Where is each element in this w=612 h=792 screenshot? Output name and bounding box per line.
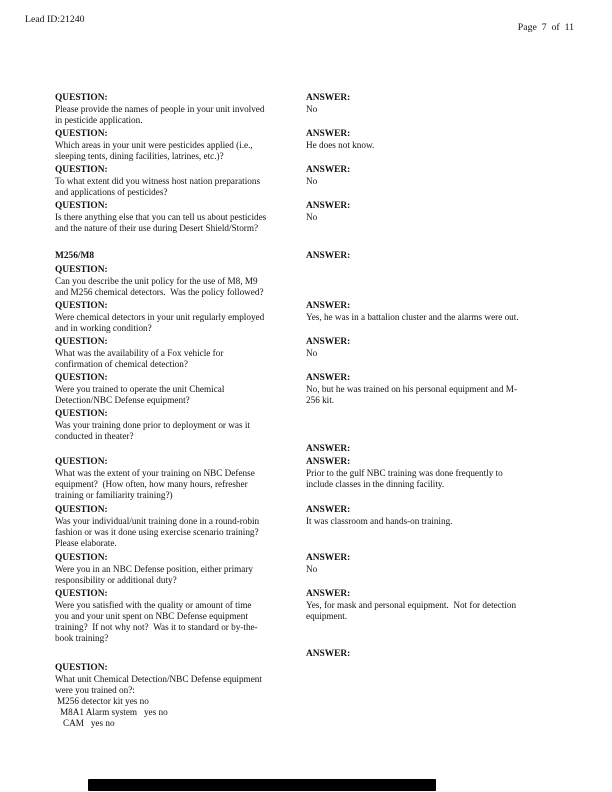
question-block xyxy=(55,589,305,644)
answer-text-line: equipment. xyxy=(306,611,348,621)
question-text-line: in pesticide application. xyxy=(55,115,143,125)
question-text-line: Was your training done prior to deployment or was it xyxy=(55,420,250,430)
answer-block xyxy=(306,93,598,115)
question-text-line: Please provide the names of people in your unit involved xyxy=(55,104,265,114)
question-text-line: Were you trained to operate the unit Chemical xyxy=(55,384,225,394)
answer-label: ANSWER: xyxy=(306,373,351,383)
answer-text-line: Prior to the gulf NBC training was done frequently to xyxy=(306,468,503,478)
lead-id: Lead ID:21240 xyxy=(25,14,85,25)
question-block xyxy=(55,301,305,334)
answer-text-line: It was classroom and hands-on training. xyxy=(306,516,453,526)
question-block xyxy=(55,553,305,586)
answer-label: ANSWER: xyxy=(306,589,351,599)
question-text-line: training? If not why not? Was it to standard or by-the- xyxy=(55,622,258,632)
answer-block xyxy=(306,201,598,223)
question-text-line: Detection/NBC Defense equipment? xyxy=(55,395,190,405)
question-text-line: What unit Chemical Detection/NBC Defense equipment xyxy=(55,674,262,684)
answer-block xyxy=(306,373,598,406)
question-text-line: Is there anything else that you can tell us about pesticides xyxy=(55,212,267,222)
question-checklist-line: M8A1 Alarm system yes no xyxy=(60,707,168,717)
question-label: QUESTION: xyxy=(55,457,108,467)
answer-block xyxy=(306,457,598,490)
answer-text-line: No xyxy=(306,176,318,186)
answer-label: ANSWER: xyxy=(306,165,351,175)
answer-label: ANSWER: xyxy=(306,444,351,454)
question-text-line: Were you in an NBC Defense position, either primary xyxy=(55,564,254,574)
question-block xyxy=(55,129,305,162)
question-label: QUESTION: xyxy=(55,553,108,563)
answer-label: ANSWER: xyxy=(306,301,351,311)
question-text-line: conducted in theater? xyxy=(55,431,134,441)
question-label: QUESTION: xyxy=(55,337,108,347)
answer-text-line: No xyxy=(306,104,318,114)
question-checklist-line: M256 detector kit yes no xyxy=(57,696,149,706)
answer-text-line: No xyxy=(306,212,318,222)
question-text-line: What was the availability of a Fox vehicle for xyxy=(55,348,224,358)
answer-label: ANSWER: xyxy=(306,649,351,659)
question-text-line: fashion or was it done using exercise scenario training? xyxy=(55,527,259,537)
question-block xyxy=(55,663,305,729)
question-label: QUESTION: xyxy=(55,265,108,275)
answer-label: ANSWER: xyxy=(306,201,351,211)
answer-block xyxy=(306,301,598,323)
question-text-line: Which areas in your unit were pesticides applied (i.e., xyxy=(55,140,253,150)
question-text-line: Were chemical detectors in your unit regularly employed xyxy=(55,312,265,322)
question-block xyxy=(55,337,305,370)
question-text-line: were you trained on?: xyxy=(55,685,135,695)
answer-block xyxy=(306,505,598,527)
question-text-line: book training? xyxy=(55,633,109,643)
question-text-line: What was the extent of your training on NBC Defense xyxy=(55,468,255,478)
question-text-line: Were you satisfied with the quality or amount of time xyxy=(55,600,252,610)
question-text-line: you and your unit spent on NBC Defense equipment xyxy=(55,611,248,621)
question-text-line: To what extent did you witness host nation preparations xyxy=(55,176,261,186)
page-number: Page 7 of 11 xyxy=(517,22,574,33)
question-block xyxy=(55,201,305,234)
question-block xyxy=(55,265,305,298)
question-block xyxy=(55,93,305,126)
question-block xyxy=(55,457,305,501)
question-checklist-line: CAM yes no xyxy=(63,718,115,728)
question-text-line: Was your individual/unit training done in a round-robin xyxy=(55,516,260,526)
question-label: QUESTION: xyxy=(55,409,108,419)
answer-block xyxy=(306,444,598,455)
answer-text-line: Yes, he was in a battalion cluster and the alarms were out. xyxy=(306,312,519,322)
question-label: QUESTION: xyxy=(55,505,108,515)
question-block xyxy=(55,409,305,442)
answer-block xyxy=(306,553,598,575)
question-text-line: training or familiarity training?) xyxy=(55,490,173,500)
question-label: QUESTION: xyxy=(55,165,108,175)
question-label: QUESTION: xyxy=(55,129,108,139)
question-text-line: and in working condition? xyxy=(55,323,152,333)
question-text-line: confirmation of chemical detection? xyxy=(55,359,188,369)
section-header: M256/M8 xyxy=(55,251,95,261)
question-block xyxy=(55,373,305,406)
answer-text-line: No xyxy=(306,348,318,358)
redaction-bar xyxy=(88,779,436,791)
answer-text-line: 256 kit. xyxy=(306,395,335,405)
answer-text-line: Yes, for mask and personal equipment. Not for detection xyxy=(306,600,517,610)
question-text-line: Please elaborate. xyxy=(55,538,117,548)
question-label: QUESTION: xyxy=(55,373,108,383)
question-label: QUESTION: xyxy=(55,301,108,311)
question-label: QUESTION: xyxy=(55,663,108,673)
question-block xyxy=(55,165,305,198)
answer-block xyxy=(306,165,598,187)
answer-block xyxy=(306,649,598,660)
answer-block xyxy=(306,251,598,262)
question-label: QUESTION: xyxy=(55,589,108,599)
question-text-line: sleeping tents, dining facilities, latrines, etc.)? xyxy=(55,151,224,161)
answer-label: ANSWER: xyxy=(306,251,351,261)
question-text-line: and applications of pesticides? xyxy=(55,187,168,197)
answer-label: ANSWER: xyxy=(306,129,351,139)
question-text-line: Can you describe the unit policy for the use of M8, M9 xyxy=(55,276,258,286)
answer-block xyxy=(306,337,598,359)
answer-text-line: No xyxy=(306,564,318,574)
answer-label: ANSWER: xyxy=(306,457,351,467)
answer-block xyxy=(306,129,598,151)
answer-text-line: include classes in the dinning facility. xyxy=(306,479,445,489)
answer-text-line: He does not know. xyxy=(306,140,375,150)
question-block xyxy=(55,505,305,549)
question-label: QUESTION: xyxy=(55,201,108,211)
question-text-line: equipment? (How often, how many hours, refresher xyxy=(55,479,248,489)
answer-text-line: No, but he was trained on his personal equipment and M- xyxy=(306,384,518,394)
question-text-line: and the nature of their use during Desert Shield/Storm? xyxy=(55,223,259,233)
answer-label: ANSWER: xyxy=(306,553,351,563)
answer-block xyxy=(306,589,598,622)
question-label: QUESTION: xyxy=(55,93,108,103)
question-text-line: responsibility or additional duty? xyxy=(55,575,177,585)
answer-label: ANSWER: xyxy=(306,505,351,515)
question-text-line: and M256 chemical detectors. Was the policy followed? xyxy=(55,287,264,297)
answer-label: ANSWER: xyxy=(306,337,351,347)
answer-label: ANSWER: xyxy=(306,93,351,103)
